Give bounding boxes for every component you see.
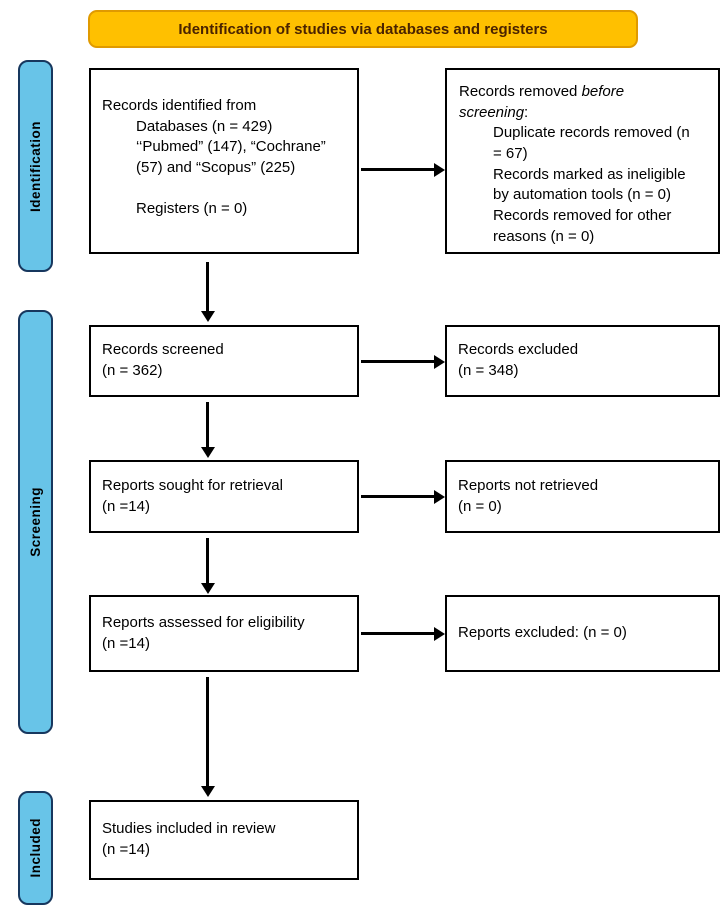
box-text-segment: (n =14) bbox=[102, 634, 150, 652]
box-text-line bbox=[102, 96, 349, 117]
box-reports-sought bbox=[89, 460, 359, 533]
box-text-segment: Databases (n = 429) bbox=[136, 117, 273, 135]
box-records-screened bbox=[89, 325, 359, 397]
box-text-line bbox=[459, 206, 712, 227]
box-text-line bbox=[102, 158, 349, 179]
box-text-line bbox=[102, 476, 349, 497]
box-text-line bbox=[458, 476, 710, 497]
phase-label-included-text: Included bbox=[28, 818, 43, 878]
box-text-segment: Records removed for other bbox=[493, 207, 672, 225]
box-text-line bbox=[458, 361, 710, 382]
box-text-line bbox=[102, 634, 349, 655]
box-reports-assessed bbox=[89, 595, 359, 672]
arrow-identified-to-removed bbox=[361, 168, 435, 171]
box-text-line bbox=[102, 340, 349, 361]
box-text-segment: Studies included in review bbox=[102, 820, 276, 838]
box-text-segment: by automation tools (n = 0) bbox=[493, 186, 672, 204]
box-text-line bbox=[458, 497, 710, 518]
box-text-segment: Records screened bbox=[102, 341, 224, 359]
box-text-line bbox=[459, 82, 712, 103]
box-text-segment: reasons (n = 0) bbox=[493, 227, 595, 245]
box-studies-included bbox=[89, 800, 359, 880]
box-text-line bbox=[102, 179, 349, 200]
phase-label-screening bbox=[18, 310, 53, 734]
box-text-segment: (n = 348) bbox=[458, 362, 519, 379]
arrow-screened-to-sought bbox=[206, 402, 209, 448]
box-text-segment: Records removed bbox=[459, 83, 582, 100]
phase-label-included bbox=[18, 791, 53, 905]
box-text-line bbox=[459, 165, 712, 186]
phase-label-identification-text: Identification bbox=[28, 120, 43, 212]
diagram-title-banner bbox=[88, 10, 638, 48]
box-text-line bbox=[458, 623, 710, 644]
box-text-line bbox=[459, 103, 712, 124]
arrow-sought-to-not-retrieved bbox=[361, 495, 435, 498]
box-text-segment: (57) and “Scopus” (225) bbox=[136, 159, 296, 177]
box-text-segment: = 67) bbox=[493, 145, 528, 163]
box-text-segment: before bbox=[581, 83, 625, 100]
box-text-segment: (n = 0) bbox=[458, 497, 502, 515]
box-text-segment: Duplicate records removed (n bbox=[493, 124, 690, 142]
box-text-line bbox=[459, 123, 712, 144]
box-text-line bbox=[102, 613, 349, 634]
box-records-removed bbox=[445, 68, 720, 254]
box-text-segment: screening bbox=[459, 103, 525, 121]
box-records-identified bbox=[89, 68, 359, 254]
arrow-assessed-to-included bbox=[206, 677, 209, 787]
phase-label-screening-text: Screening bbox=[28, 487, 43, 557]
arrow-identified-to-screened bbox=[206, 262, 209, 312]
arrow-sought-to-assessed bbox=[206, 538, 209, 584]
box-text-segment: (n = 362) bbox=[102, 362, 163, 379]
box-reports-excluded bbox=[445, 595, 720, 672]
box-text-segment: Registers (n = 0) bbox=[136, 200, 248, 218]
box-text-segment: Reports not retrieved bbox=[458, 476, 599, 494]
box-text-segment: Records excluded bbox=[458, 341, 579, 359]
box-text-line bbox=[102, 361, 349, 382]
box-text-segment: (n =14) bbox=[102, 497, 150, 515]
box-records-excluded bbox=[445, 325, 720, 397]
box-text-segment: (n =14) bbox=[102, 841, 150, 858]
box-text-segment: Reports sought for retrieval bbox=[102, 476, 283, 494]
phase-label-identification bbox=[18, 60, 53, 272]
arrow-screened-to-excluded bbox=[361, 360, 435, 363]
box-text-line bbox=[102, 819, 349, 840]
box-text-segment: : bbox=[524, 103, 529, 121]
box-text-line bbox=[459, 227, 712, 248]
box-text-segment: ‘‘Pubmed” (147), “Cochrane” bbox=[136, 138, 326, 156]
arrow-assessed-to-reports-excluded bbox=[361, 632, 435, 635]
box-text-line bbox=[102, 117, 349, 138]
box-text-line bbox=[458, 340, 710, 361]
box-text-line bbox=[102, 840, 349, 861]
box-text-segment: Reports assessed for eligibility bbox=[102, 613, 305, 631]
box-text-segment: Records marked as ineligible bbox=[493, 165, 686, 183]
box-text-line bbox=[459, 144, 712, 165]
diagram-title: Identification of studies via databases and registers bbox=[178, 20, 548, 38]
box-text-line bbox=[102, 199, 349, 220]
box-text-line bbox=[459, 185, 712, 206]
box-reports-not-retrieved bbox=[445, 460, 720, 533]
box-text-line bbox=[102, 137, 349, 158]
box-text-segment: Reports excluded: (n = 0) bbox=[458, 624, 627, 642]
box-text-line bbox=[102, 497, 349, 518]
box-text-segment: Records identified from bbox=[102, 97, 257, 114]
